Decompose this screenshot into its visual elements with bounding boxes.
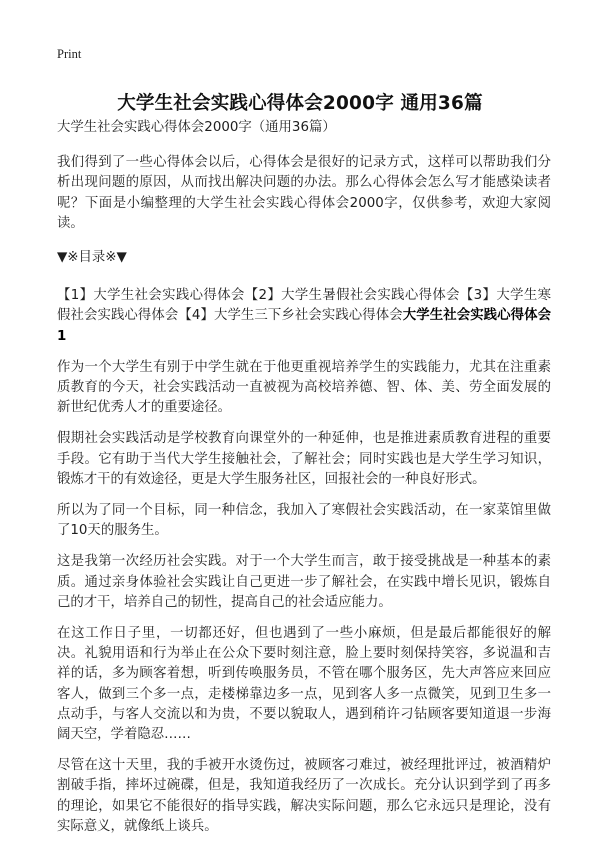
- article-subtitle: 大学生社会实践心得体会2000字（通用36篇）: [57, 120, 336, 135]
- body-paragraph-2: 假期社会实践活动是学校教育向课堂外的一种延伸，也是推进素质教育进程的重要手段。它有助于当代大学生接触社会，了解社会；同时实践也是大学生学习知识，锻炼才干的有效途径，更是大学生服务社区，回报社会的一种良好形式。: [57, 431, 551, 487]
- body-paragraph-3: 所以为了同一个目标，同一种信念，我加入了寒假社会实践活动，在一家菜馆里做了10天的服务生。: [57, 503, 551, 539]
- toc-link-1[interactable]: 【1】大学生社会实践心得体会: [57, 288, 245, 304]
- intro-paragraph: 我们得到了一些心得体会以后，心得体会是很好的记录方式，这样可以帮助我们分析出现问题的原因，从而找出解决问题的办法。那么心得体会怎么写才能感染读者呢？下面是小编整理的大学生社会实践心得体会2000字，仅供参考，欢迎大家阅读。: [57, 155, 551, 231]
- toc-link-4[interactable]: 【4】大学生三下乡社会实践心得体会: [178, 308, 403, 324]
- toc-link-3[interactable]: 【3】大学生寒假社会实践心得体会: [57, 288, 551, 324]
- body-paragraph-5: 在这工作日子里，一切都还好，但也遇到了一些小麻烦，但是最后都能很好的解决。礼貌用语和行为举止在公众下要时刻注意，脸上要时刻保持笑容，多说温和吉祥的话，多为顾客着想，听到传唤服务员，不管在哪个服务区，先大声答应来回应客人，做到三个多一点，走楼梯靠边多一点，见到客人多一点微笑，见到卫生多一点动手，与客人交流以和为贵，不要以貌取人，遇到稍许刁钻顾客要知道退一步海阔天空，学着隐忍……: [57, 626, 551, 743]
- print-link[interactable]: Print: [57, 47, 82, 61]
- toc-link-2[interactable]: 【2】大学生暑假社会实践心得体会: [244, 288, 460, 304]
- body-paragraph-6: 尽管在这十天里，我的手被开水烫伤过，被顾客刁难过，被经理批评过，被酒精炉割破手指，摔坏过碗碟，但是，我知道我经历了一次成长。充分认识到学到了再多的理论，如果它不能很好的指导实践，解决实际问题，那么它永远只是理论，没有实际意义，就像纸上谈兵。: [57, 758, 551, 834]
- body-paragraph-1: 作为一个大学生有别于中学生就在于他更重视培养学生的实践能力，尤其在注重素质教育的今天，社会实践活动一直被视为高校培养德、智、体、美、劳全面发展的新世纪优秀人才的重要途径。: [57, 359, 551, 416]
- page-title: 大学生社会实践心得体会2000字 通用36篇: [117, 93, 483, 115]
- table-of-contents: [57, 286, 551, 347]
- body-paragraph-4: 这是我第一次经历社会实践。对于一个大学生而言，敢于接受挑战是一种基本的素质。通过亲身体验社会实践让自己更进一步了解社会，在实践中增长见识，锻炼自己的才干，培养自己的韧性，提高自己的社会适应能力。: [57, 554, 551, 610]
- article-body: [57, 118, 551, 848]
- toc-marker: ▼※目录※▼: [57, 250, 127, 266]
- section-heading-1: 大学生社会实践心得体会1: [57, 308, 552, 344]
